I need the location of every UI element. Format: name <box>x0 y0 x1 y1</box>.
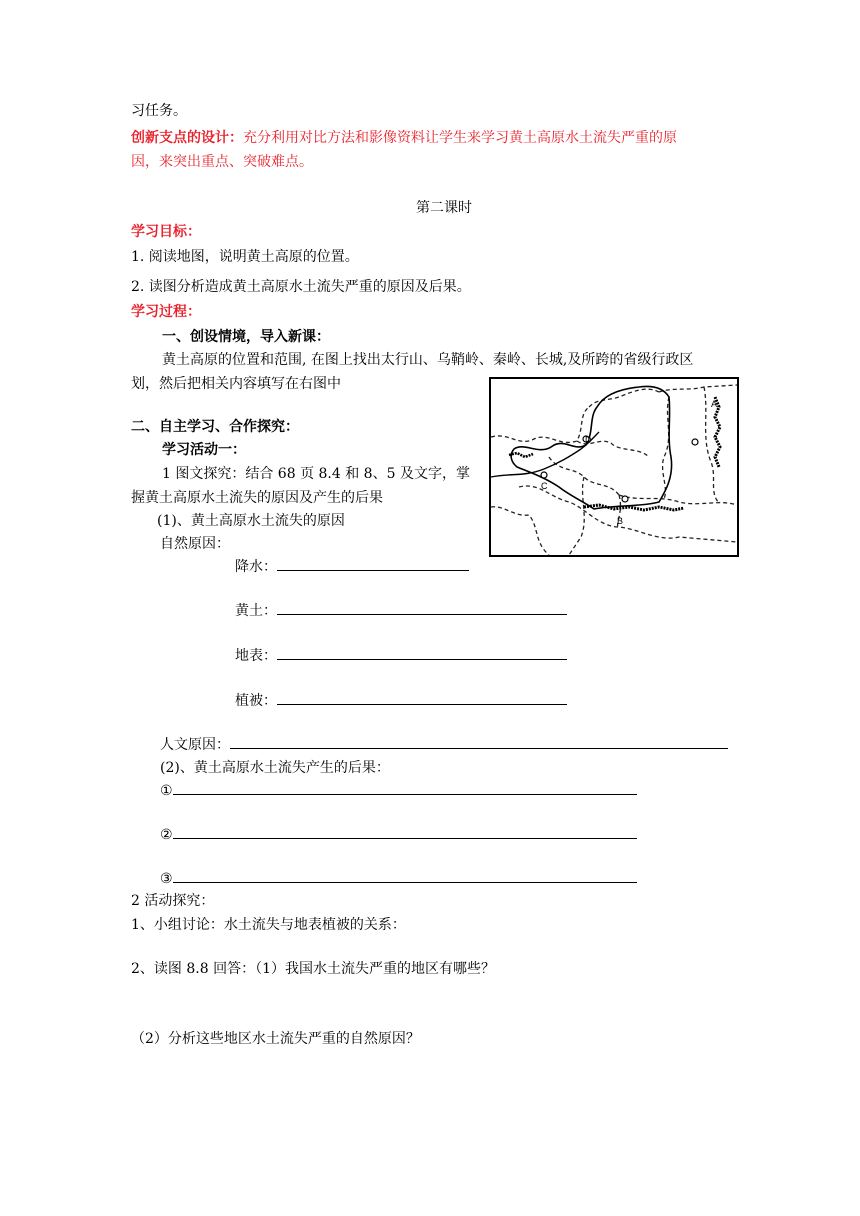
loess-answer-line[interactable] <box>277 602 567 615</box>
natural-causes-label: 自然原因： <box>160 536 230 552</box>
activity2-q1: 1、小组讨论：水土流失与地表植被的关系： <box>131 917 406 933</box>
surface-field <box>235 647 567 665</box>
objective-item-2: 2. 读图分析造成黄土高原水土流失严重的原因及后果。 <box>131 279 471 295</box>
rain-answer-line[interactable] <box>277 558 469 571</box>
vegetation-answer-line[interactable] <box>277 692 567 705</box>
map-label-b: B <box>617 516 624 526</box>
section1-line-1: 黄土高原的位置和范围, 在图上找出太行山、乌鞘岭、秦岭、长城,及所跨的省级行政区 <box>162 352 694 368</box>
objective-item-1: 1. 阅读地图，说明黄土高原的位置。 <box>131 249 359 265</box>
effect-2 <box>160 826 637 844</box>
city-marker-a <box>692 439 698 445</box>
lesson-title: 第二课时 <box>416 200 472 216</box>
surface-answer-line[interactable] <box>277 647 567 660</box>
vegetation-field <box>235 692 567 710</box>
effect-2-answer-line[interactable] <box>173 826 637 839</box>
map-label-a: A <box>711 399 718 409</box>
city-marker-b <box>622 496 628 502</box>
activity2-title: 2 活动探究： <box>131 893 215 909</box>
effect-1 <box>160 782 637 800</box>
city-marker-c <box>541 472 547 478</box>
map-label-d: D <box>585 435 592 445</box>
intro-tail: 习任务。 <box>131 103 187 119</box>
human-causes-field <box>160 736 728 754</box>
map-label-c: C <box>541 481 548 491</box>
human-causes-label: 人文原因： <box>160 737 230 753</box>
human-causes-answer-line[interactable] <box>230 736 728 749</box>
causes-title: (1)、黄土高原水土流失的原因 <box>157 513 345 529</box>
section1-title: 一、创设情境，导入新课： <box>162 329 330 345</box>
surface-label: 地表： <box>235 648 277 664</box>
section2-title: 二、自主学习、合作探究： <box>131 419 299 435</box>
objectives-heading: 学习目标： <box>131 224 201 240</box>
rain-field <box>235 558 469 576</box>
innovation-text-1: 充分利用对比方法和影像资料让学生来学习黄土高原水土流失严重的原 <box>243 130 677 146</box>
vegetation-label: 植被： <box>235 693 277 709</box>
map-frame <box>490 378 738 556</box>
activity2-q3: （2）分析这些地区水土流失严重的自然原因？ <box>131 1031 420 1047</box>
innovation-text-2: 因，来突出重点、突破难点。 <box>131 154 313 170</box>
rain-label: 降水： <box>235 559 277 575</box>
activity1-label: 学习活动一： <box>162 442 246 458</box>
innovation-label: 创新支点的设计： <box>131 130 243 146</box>
effect-2-marker: ② <box>160 827 173 843</box>
loess-field <box>235 602 567 620</box>
loess-plateau-map <box>489 377 739 557</box>
effect-1-answer-line[interactable] <box>173 782 637 795</box>
process-heading: 学习过程： <box>131 304 201 320</box>
task-line-1: 1 图文探究：结合 68 页 8.4 和 8、5 及文字，掌 <box>162 466 470 482</box>
effect-3-answer-line[interactable] <box>173 870 637 883</box>
effect-3-marker: ③ <box>160 871 173 887</box>
effect-3 <box>160 870 637 888</box>
activity2-q2: 2、读图 8.8 回答：（1）我国水土流失严重的地区有哪些？ <box>131 961 495 977</box>
effect-1-marker: ① <box>160 783 173 799</box>
effects-title: (2)、黄土高原水土流失产生的后果： <box>160 760 390 776</box>
loess-label: 黄土： <box>235 603 277 619</box>
section1-line-2: 划，然后把相关内容填写在右图中 <box>131 376 341 392</box>
task-line-2: 握黄土高原水土流失的原因及产生的后果 <box>131 490 383 506</box>
innovation-line-1 <box>131 129 677 147</box>
